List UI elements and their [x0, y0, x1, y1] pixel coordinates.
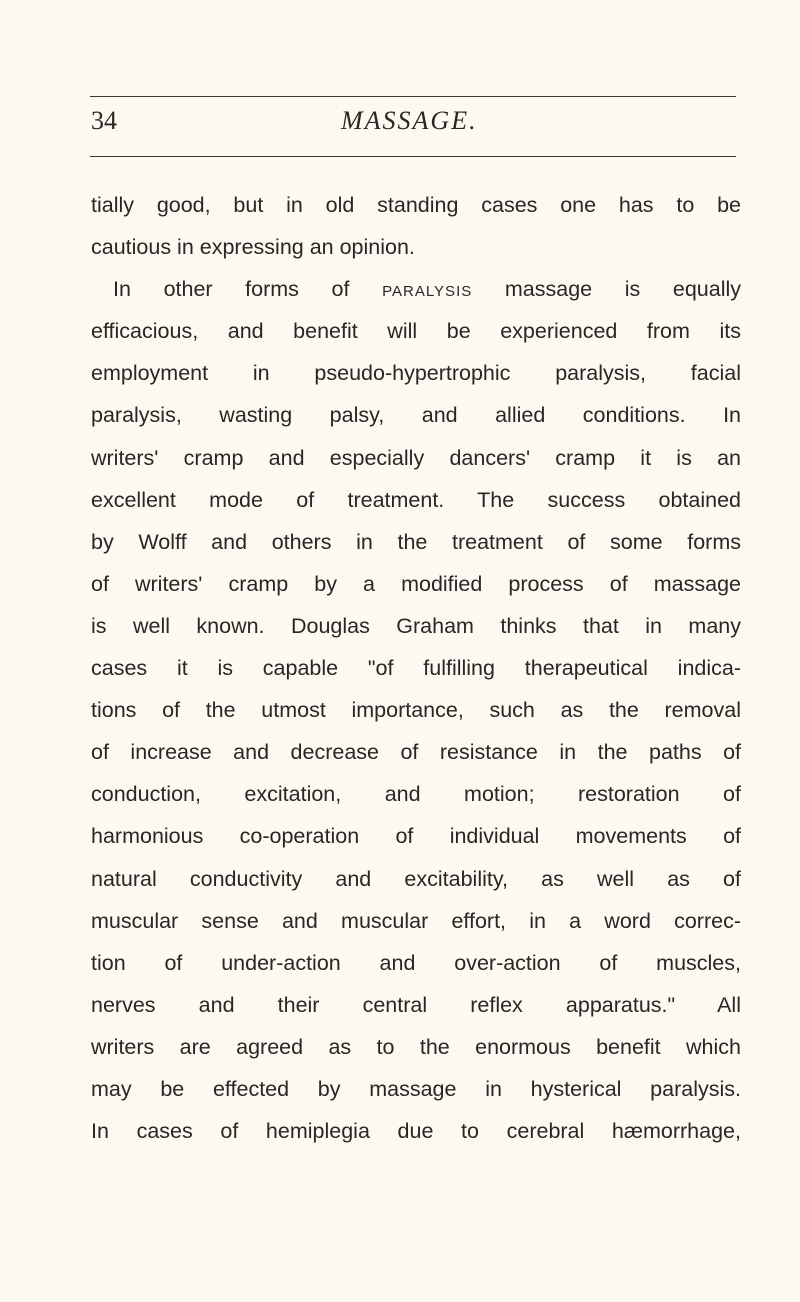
text-line: excellent mode of treatment. The success obtained [91, 487, 741, 512]
text-line: tions of the utmost importance, such as the removal [91, 698, 741, 723]
text-line: harmonious co-operation of individual movements of [91, 824, 741, 849]
text-fragment: other forms of [163, 277, 350, 302]
text-line: tially good, but in old standing cases one has to be [91, 193, 741, 217]
header-bottom-rule [90, 156, 736, 157]
text-line: cautious in expressing an opinion. [91, 235, 415, 260]
text-line: paralysis, wasting palsy, and allied conditions. In [91, 403, 741, 428]
text-line: is well known. Douglas Graham thinks that in many [91, 613, 741, 638]
text-line: of writers' cramp by a modified process of massage [91, 571, 741, 596]
paragraph-opening: In [113, 277, 131, 302]
text-line [91, 268, 741, 310]
body-text [91, 184, 741, 1152]
text-line: muscular sense and muscular effort, in a word correc- [91, 908, 741, 933]
page-number: 34 [91, 106, 117, 135]
small-caps-term: paralysis [382, 277, 473, 302]
text-line: efficacious, and benefit will be experienced from its [91, 319, 741, 344]
text-line: natural conductivity and excitability, as well as of [91, 866, 741, 891]
text-line: writers' cramp and especially dancers' cramp it is an [91, 445, 741, 470]
text-line: tion of under-action and over-action of muscles, [91, 950, 741, 975]
text-fragment: massage is equally [504, 277, 741, 302]
text-line: In cases of hemiplegia due to cerebral hæmorrhage, [91, 1119, 741, 1144]
header-top-rule [90, 96, 736, 97]
text-line: cases it is capable "of fulfilling therapeutical indica- [91, 656, 741, 681]
text-line: conduction, excitation, and motion; restoration of [91, 782, 741, 807]
text-line: by Wolff and others in the treatment of some forms [91, 529, 741, 554]
running-head [91, 104, 736, 144]
text-line: nerves and their central reflex apparatus." All [91, 992, 741, 1017]
text-line: writers are agreed as to the enormous benefit which [91, 1034, 741, 1059]
text-line: of increase and decrease of resistance in the paths of [91, 740, 741, 765]
text-line: may be effected by massage in hysterical paralysis. [91, 1076, 741, 1101]
text-line: employment in pseudo-hypertrophic paralysis, facial [91, 361, 741, 386]
running-title: MASSAGE. [341, 106, 478, 135]
